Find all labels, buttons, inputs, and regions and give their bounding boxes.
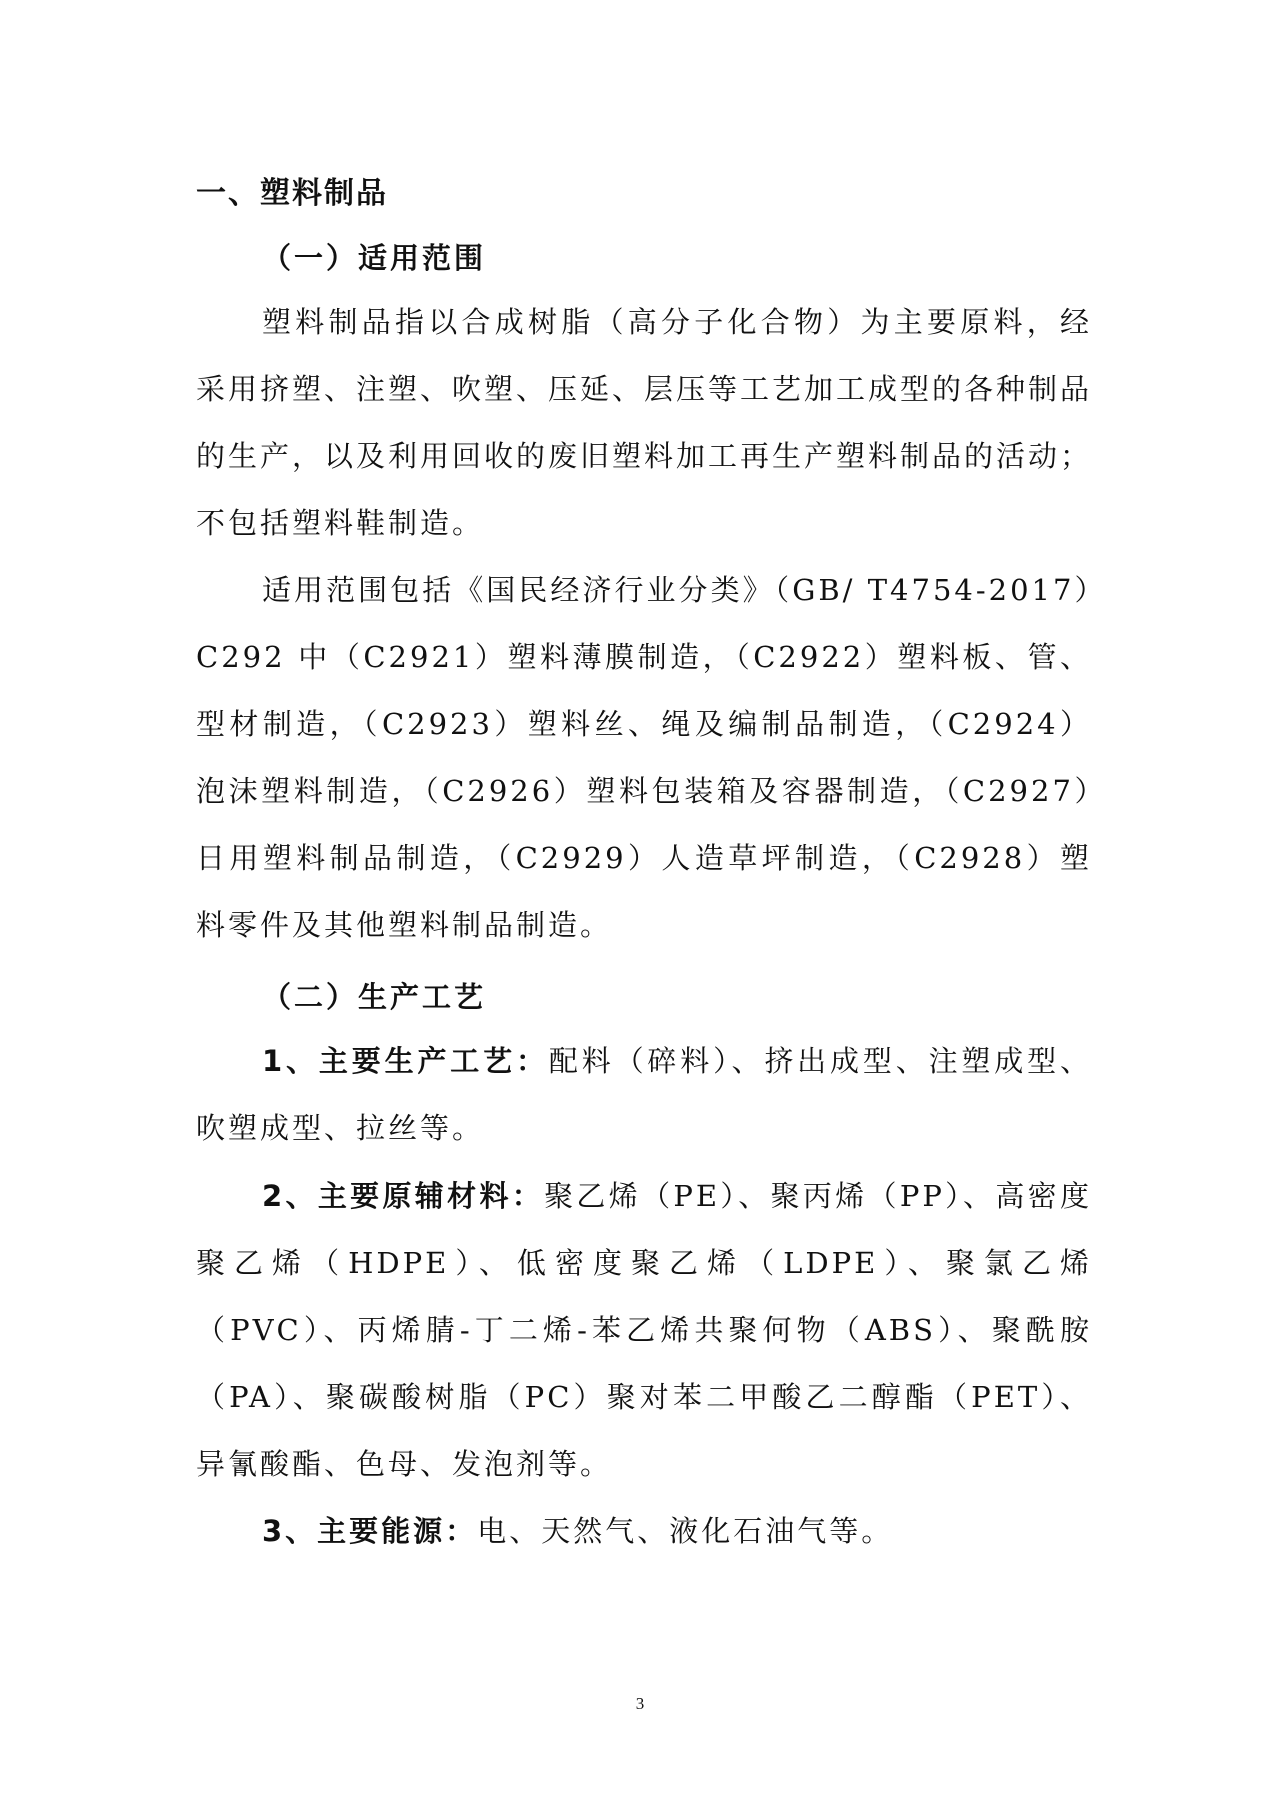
process-item-1-text: 配料（碎料）、挤出成型、注塑成型、吹塑成型、拉丝等。 bbox=[196, 1044, 1092, 1145]
process-item-1 bbox=[196, 1028, 1092, 1162]
scope-paragraph-1: 塑料制品指以合成树脂（高分子化合物）为主要原料，经采用挤塑、注塑、吹塑、压延、层压等工艺加工成型的各种制品的生产，以及利用回收的废旧塑料加工再生产塑料制品的活动；不包括塑料鞋制造。 bbox=[196, 305, 1093, 540]
process-item-3 bbox=[196, 1498, 1092, 1565]
process-item-2 bbox=[196, 1163, 1092, 1498]
process-item-2-lead: 2、主要原辅材料： bbox=[262, 1179, 545, 1213]
process-item-3-lead: 3、主要能源： bbox=[262, 1514, 478, 1548]
process-item-1-lead: 1、主要生产工艺： bbox=[262, 1044, 549, 1078]
section-title: 一、塑料制品 bbox=[196, 176, 388, 211]
process-heading: （二）生产工艺 bbox=[262, 980, 487, 1014]
scope-paragraph-2: 适用范围包括《国民经济行业分类》（GB/ T4754-2017）C292 中（C2921）塑料薄膜制造，（C2922）塑料板、管、型材制造，（C2923）塑料丝、绳及编制品制造，（C2924）泡沫塑料制造，（C2926）塑料包装箱及容器制造，（C2927）日用塑料制品制造，（C2929）人造草坪制造，（C2928）塑料零件及其他塑料制品制造。 bbox=[196, 573, 1092, 942]
process-item-2-text: 聚乙烯（PE）、聚丙烯（PP）、高密度聚乙烯（HDPE）、低密度聚乙烯（LDPE）、聚氯乙烯（PVC）、丙烯腈-丁二烯-苯乙烯共聚何物（ABS）、聚酰胺（PA）、聚碳酸树脂（PC）聚对苯二甲酸乙二醇酯（PET）、异氰酸酯、色母、发泡剂等。 bbox=[196, 1179, 1092, 1481]
process-item-3-text: 电、天然气、液化石油气等。 bbox=[477, 1514, 894, 1548]
scope-heading: （一）适用范围 bbox=[262, 241, 487, 275]
page-number: 3 bbox=[635, 1694, 645, 1713]
